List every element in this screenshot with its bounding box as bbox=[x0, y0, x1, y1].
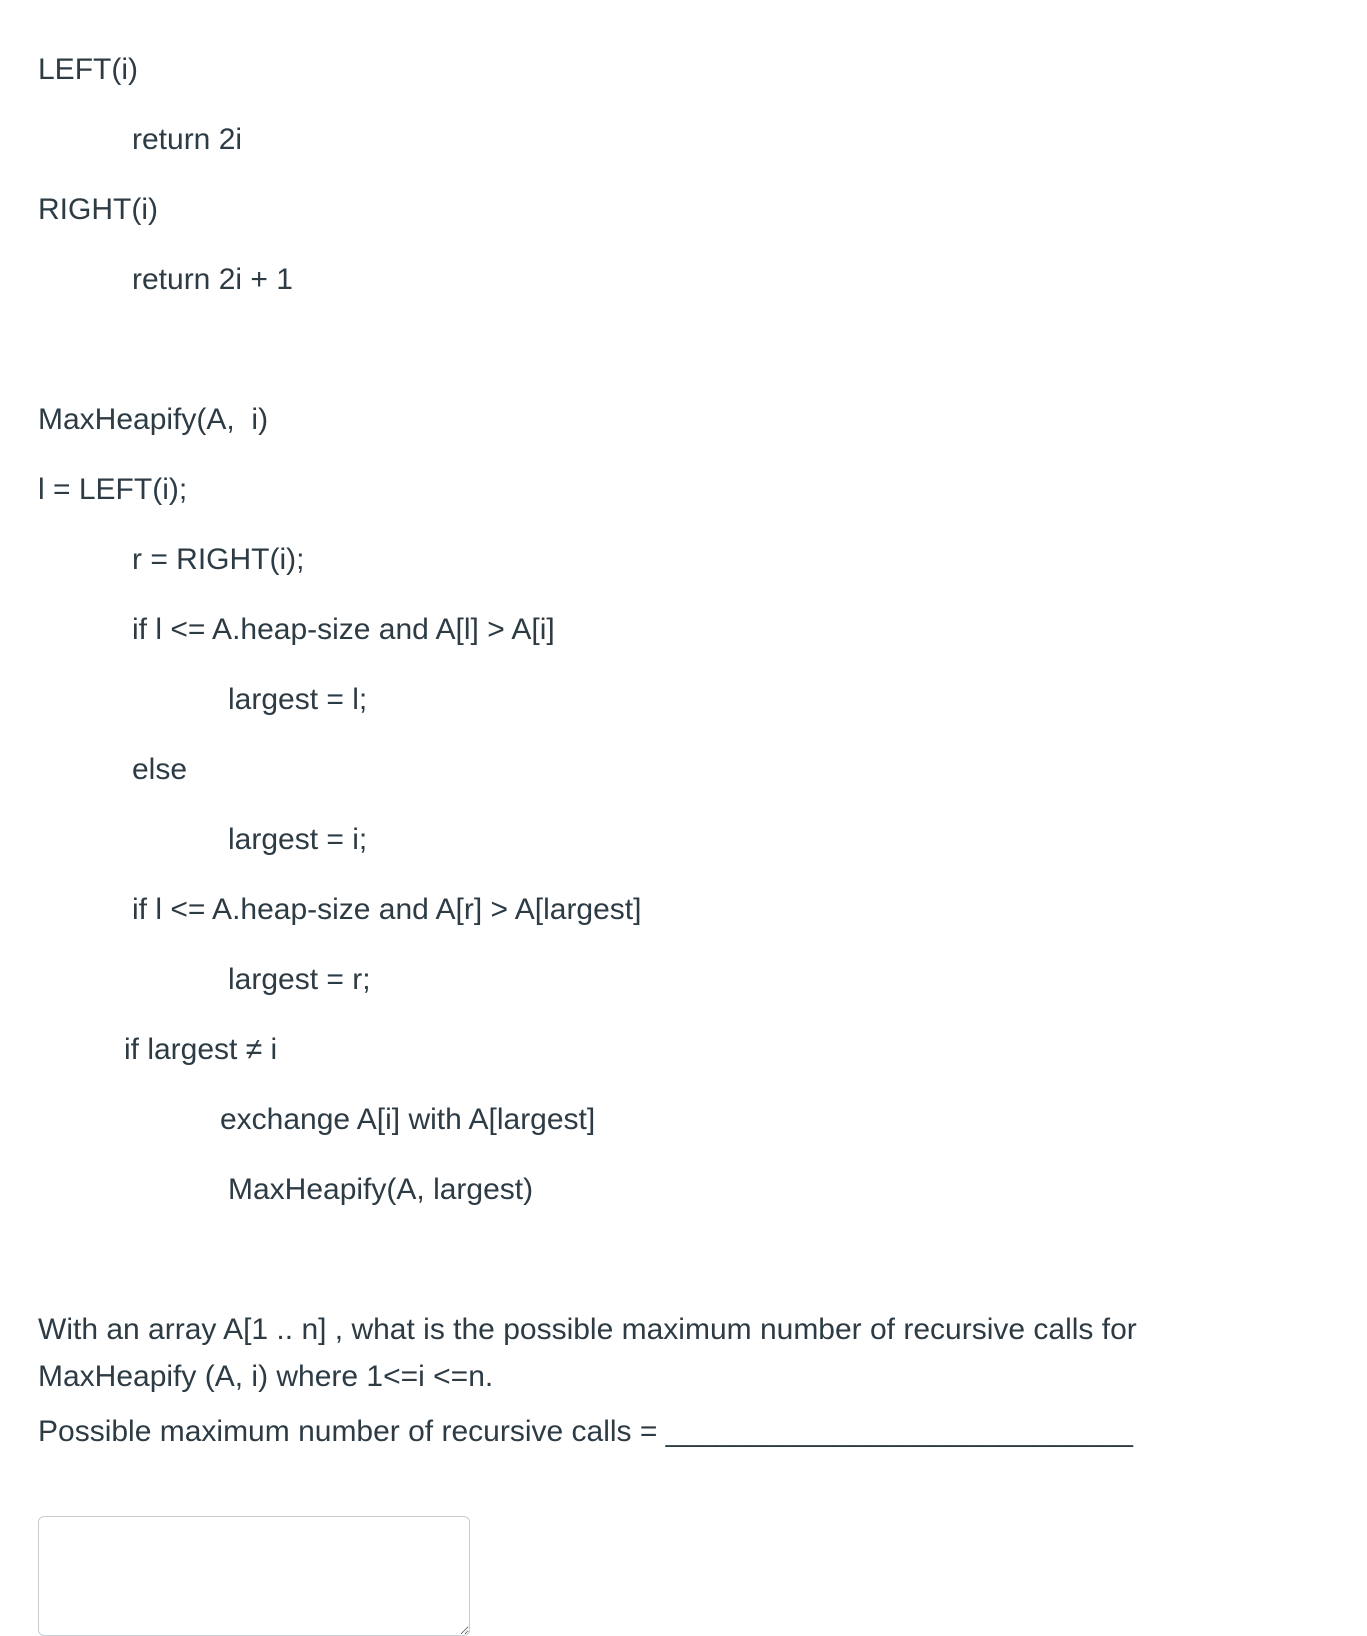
code-line-exchange: exchange A[i] with A[largest] bbox=[220, 1103, 596, 1136]
code-line-right-body: return 2i + 1 bbox=[132, 263, 293, 296]
code-line-maxheapify-def: MaxHeapify(A, i) bbox=[38, 403, 269, 436]
code-line-if-right: if l <= A.heap-size and A[r] > A[largest] bbox=[132, 893, 642, 926]
code-line-largest-r: largest = r; bbox=[228, 963, 371, 996]
code-line-recursive-call: MaxHeapify(A, largest) bbox=[228, 1173, 534, 1206]
code-line-largest-l: largest = l; bbox=[228, 683, 368, 716]
code-line-l-assign: l = LEFT(i); bbox=[38, 473, 188, 506]
answer-prompt: Possible maximum number of recursive calls = ____________________________ bbox=[38, 1415, 1133, 1448]
question-text: With an array A[1 .. n] , what is the possible maximum number of recursive calls for MaxHeapify (A, i) where 1<=i <=n. bbox=[38, 1313, 1137, 1393]
answer-input[interactable] bbox=[38, 1516, 470, 1636]
code-line-left-body: return 2i bbox=[132, 123, 243, 156]
code-line-if-left: if l <= A.heap-size and A[l] > A[i] bbox=[132, 613, 555, 646]
code-line-left-def: LEFT(i) bbox=[38, 53, 138, 86]
code-line-if-largest: if largest ≠ i bbox=[124, 1033, 278, 1066]
code-line-largest-i: largest = i; bbox=[228, 823, 368, 856]
code-line-right-def: RIGHT(i) bbox=[38, 193, 158, 226]
code-line-else: else bbox=[132, 753, 188, 786]
code-line-r-assign: r = RIGHT(i); bbox=[132, 543, 305, 576]
